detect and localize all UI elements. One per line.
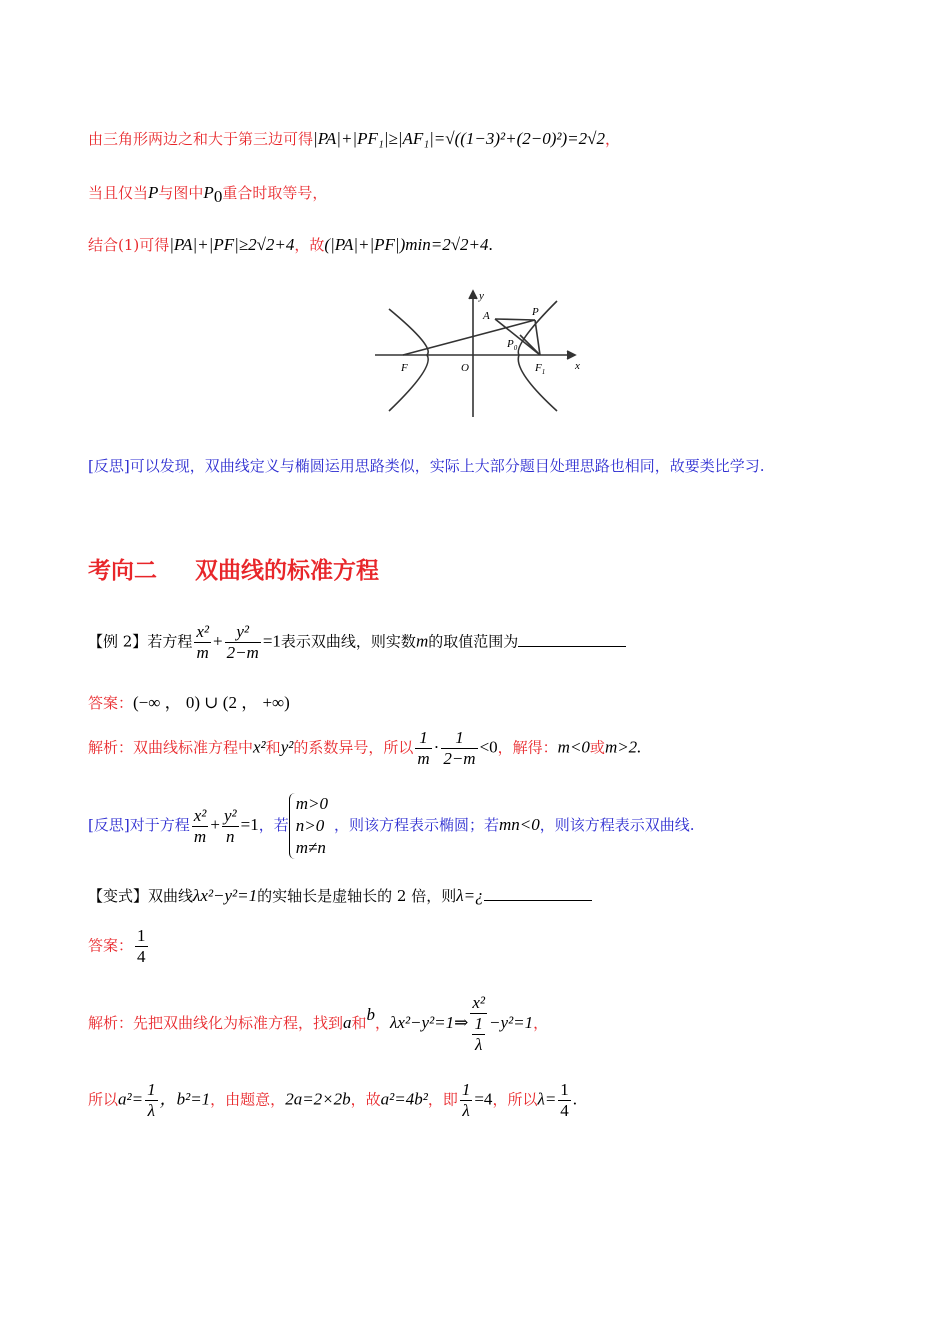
text-therefore: ，所以 — [492, 1090, 538, 1109]
conclusion-text-pre: 结合(1)可得 — [88, 236, 170, 254]
example-text-pre: 若方程 — [147, 632, 193, 651]
punctuation: . — [488, 235, 493, 254]
triangle-inequality-formula: |PA|+|PF₁|≥|AF₁|=√((1−3)²+(2−0)²)=2√2 — [313, 129, 605, 148]
punctuation: . — [572, 1089, 578, 1109]
equation-axes: 2a=2×2b — [285, 1089, 351, 1109]
fraction-y2-2-m — [225, 622, 261, 663]
example-tag: 【例 2】 — [88, 632, 148, 651]
condition-mn: mn<0 — [499, 815, 540, 834]
point-P0-subscript: 0 — [213, 187, 223, 206]
section-number: 考向二 — [88, 558, 157, 584]
conclusion-text-mid: ，故 — [294, 236, 325, 254]
answer-label: 答案： — [88, 694, 134, 712]
a-squared: a²= — [118, 1089, 144, 1109]
example-text-mid: 表示双曲线，则实数 — [280, 632, 416, 651]
equation-a2-b2: a²=4b² — [380, 1089, 428, 1109]
fraction-1-m — [415, 728, 431, 769]
fraction-x2-m — [194, 622, 211, 663]
x-axis-arrow — [567, 351, 575, 359]
variant-text-mid: 的实轴长是虚轴长的 2 倍，则 — [257, 887, 457, 905]
equals-four: =4 — [474, 1089, 493, 1109]
text-by-problem: ，由题意， — [210, 1090, 286, 1109]
numerator: y² — [223, 805, 237, 825]
lambda-equals: λ= — [537, 1089, 557, 1109]
lambda-equals: λ=¿ — [456, 886, 484, 905]
numerator: y² — [225, 622, 261, 643]
numerator: 1 — [147, 1080, 156, 1099]
text-that-is: ，即 — [427, 1090, 458, 1109]
conjunction: 和 — [351, 1014, 367, 1032]
label-P0-letter: P — [507, 338, 514, 350]
fraction-1-2-m — [441, 728, 477, 769]
label-F1 — [534, 362, 545, 376]
condition-2: m>2. — [604, 737, 642, 757]
point-P0: P — [203, 183, 214, 202]
proof-line-equality — [88, 182, 327, 207]
label-O: O — [461, 362, 469, 374]
variable-b: b — [366, 1005, 376, 1024]
conjunction: 和 — [265, 738, 281, 757]
denominator — [470, 1014, 487, 1055]
example-2: 【例 2】若方程 $\frac{\text{x²}}{m}$ + $\frac{\text{y²}}{2-m}$ =1表示双曲线，则实数m的取值范围为 — [88, 622, 626, 663]
answer-2 — [88, 688, 290, 713]
denominator: 2−m — [443, 749, 476, 768]
proof-line-triangle — [88, 128, 620, 149]
numerator: 1 — [474, 1014, 483, 1033]
equation-left: λx²−y²=1⇒ — [390, 1013, 469, 1032]
reflection-if: ，若 — [258, 816, 289, 834]
variant-problem — [88, 884, 592, 906]
reflection-text-mid: ，则该方程表示椭圆；若 — [333, 816, 499, 834]
label-F: F — [401, 362, 408, 374]
answer-3 — [88, 926, 150, 967]
denominator: n — [226, 826, 235, 846]
fraction-1-4 — [558, 1080, 571, 1121]
numerator: x² — [193, 805, 207, 825]
example-text-post: 的取值范围为 — [428, 632, 519, 651]
condition-m-ne-n: m≠n — [295, 838, 326, 857]
numerator: 1 — [441, 728, 477, 749]
variant-tag: 【变式】 — [88, 887, 149, 905]
segment-A-P — [495, 319, 535, 320]
numerator: 1 — [560, 1080, 569, 1099]
variable-a: a — [343, 1013, 352, 1032]
label-x: x — [575, 360, 580, 372]
solution-3 — [88, 993, 548, 1055]
punctuation: ， — [533, 1014, 549, 1032]
point-P: P — [148, 183, 159, 202]
condition-1: m<0 — [557, 737, 590, 757]
solution-2 — [88, 728, 641, 769]
denominator: λ — [462, 1101, 470, 1120]
fraction-x2-over-1-lambda — [470, 993, 487, 1055]
label-P0 — [506, 338, 518, 352]
equals-one: =1 — [262, 631, 281, 651]
answer-value: (−∞ ， 0) ∪ (2 ， +∞) — [133, 693, 290, 712]
fraction-x2-m — [192, 806, 209, 847]
fraction-y2-n — [222, 806, 239, 847]
variant-text-pre: 双曲线 — [148, 887, 194, 905]
numerator: x² — [196, 622, 209, 641]
less-than-zero: <0 — [479, 737, 498, 757]
denominator: λ — [147, 1101, 156, 1120]
hyperbola-left-branch — [389, 309, 428, 411]
variable-m: m — [415, 631, 429, 651]
fraction-1-lambda-2 — [460, 1080, 473, 1121]
reflection-text-pre: [反思]对于方程 — [88, 816, 190, 834]
fraction-1-lambda — [145, 1080, 158, 1121]
section-heading — [88, 552, 379, 585]
condition-m: m>0 — [295, 794, 328, 813]
sum-inequality-formula: |PA|+|PF|≥2√2+4 — [169, 235, 295, 254]
label-F1-letter: F — [535, 362, 542, 374]
equation-right: −y²=1 — [489, 1013, 534, 1032]
condition-system — [289, 793, 328, 859]
proof-line-conclusion — [88, 234, 493, 255]
reflection-1: [反思]可以发现，双曲线定义与椭圆运用思路类似，实际上大部分题目处理思路也相同，故要类比学习. — [88, 457, 765, 475]
fraction-1-4 — [135, 926, 148, 967]
denominator: m — [196, 643, 209, 662]
reflection-text-post: ，则该方程表示双曲线. — [539, 816, 695, 834]
dot-operator: · — [433, 737, 440, 757]
denominator: 4 — [560, 1101, 569, 1120]
reflection-2: [反思]对于方程 $\frac{\text{x²}}{m}$ + $\frac{\text{y²}}{n}$ =1，若 m>0 n>0 m≠n ，则该方程表示椭圆；若mn<0，则该方程表示双曲线. — [88, 794, 695, 857]
solution-4 — [88, 1080, 577, 1121]
solution-text-mid: 的系数异号，所以 — [293, 738, 414, 757]
solution-result-text: ，解得： — [497, 738, 558, 757]
solution-text-pre: 所以 — [88, 1090, 119, 1109]
label-P0-sub: 0 — [513, 344, 518, 352]
numerator: 1 — [137, 926, 146, 945]
term-y2: y² — [280, 737, 294, 757]
hyperbola-figure — [375, 287, 580, 420]
equality-text-mid: 与图中 — [158, 184, 204, 202]
equality-text-pre: 当且仅当 — [88, 184, 149, 202]
answer-label: 答案： — [88, 936, 134, 955]
solution-text-pre: 解析：先把双曲线化为标准方程，找到 — [88, 1014, 344, 1032]
y-axis-arrow — [469, 291, 477, 299]
denominator: m — [417, 749, 430, 768]
text-so: ，故 — [350, 1090, 381, 1109]
conjunction-or: 或 — [589, 738, 605, 757]
b-squared: ，b²=1 — [159, 1089, 211, 1109]
label-F1-sub: 1 — [541, 368, 546, 376]
numerator: x² — [472, 993, 486, 1012]
solution-text-pre: 解析：双曲线标准方程中 — [88, 738, 254, 757]
label-y: y — [479, 290, 484, 302]
punctuation: ， — [375, 1014, 391, 1032]
proof-text: 由三角形两边之和大于第三边可得 — [88, 130, 314, 148]
section-title: 双曲线的标准方程 — [195, 558, 379, 584]
denominator: 2−m — [226, 643, 259, 662]
fraction-1-lambda — [472, 1014, 485, 1055]
equality-text-post: 重合时取等号， — [222, 184, 328, 202]
condition-n: n>0 — [295, 816, 325, 835]
equals-one: =1 — [240, 815, 259, 834]
denominator: λ — [475, 1035, 483, 1054]
numerator: 1 — [415, 728, 431, 749]
punctuation: ， — [604, 130, 620, 148]
answer-blank — [518, 630, 626, 647]
denominator: m — [193, 826, 207, 846]
min-value-formula: (|PA|+|PF|)min=2√2+4 — [324, 235, 489, 254]
variant-equation: λx²−y²=1 — [193, 886, 258, 905]
label-A: A — [483, 310, 490, 322]
denominator: 4 — [137, 947, 146, 966]
label-P: P — [532, 306, 539, 318]
numerator: 1 — [461, 1080, 471, 1099]
answer-blank — [484, 884, 592, 901]
term-x2: x² — [253, 737, 266, 757]
